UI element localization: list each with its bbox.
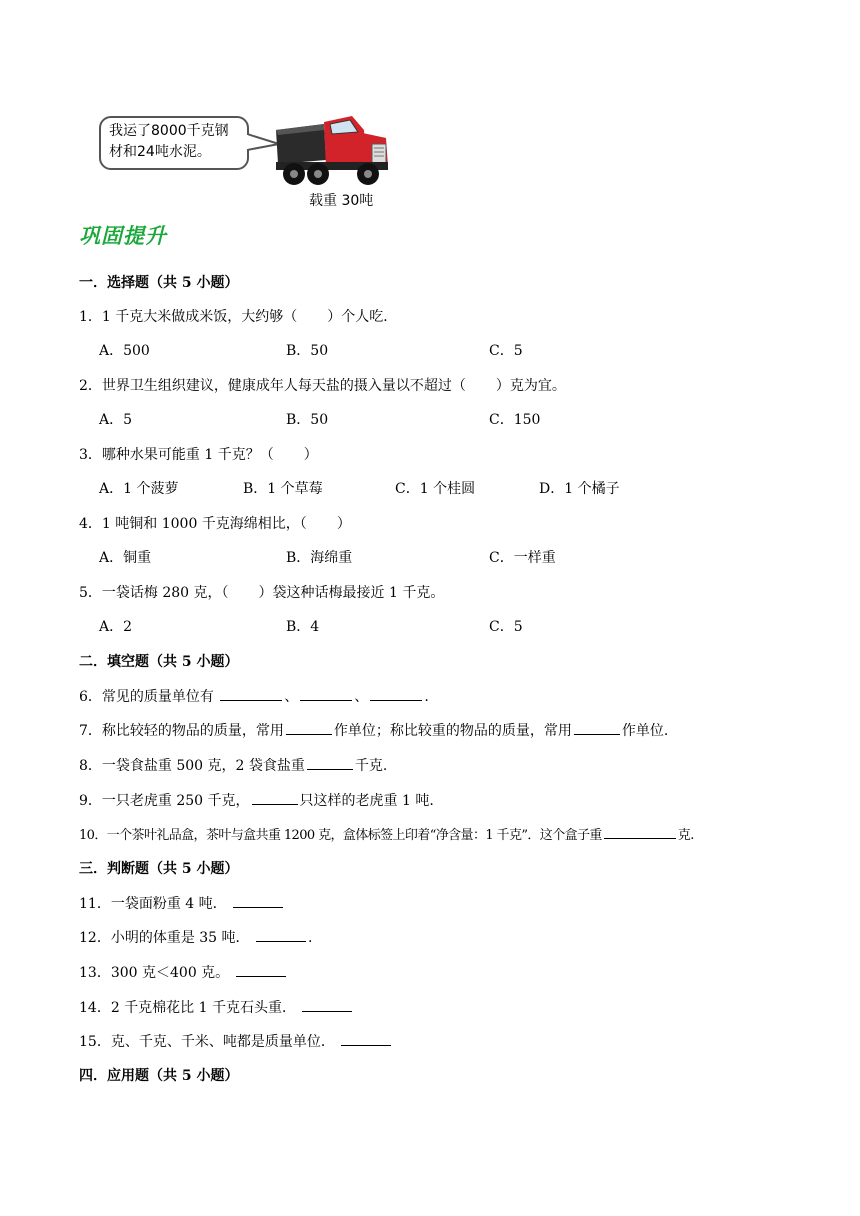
- question-1: 1．1 千克大米做成米饭，大约够（ ）个人吃．: [79, 309, 398, 325]
- q3-option-c[interactable]: C．1 个桂圆: [395, 481, 476, 497]
- question-13: 13．300 克＜400 克。: [79, 962, 288, 982]
- question-7: 7．称比较轻的物品的质量，常用 作单位；称比较重的物品的质量，常用 作单位.: [79, 720, 668, 740]
- answer-blank[interactable]: [574, 720, 620, 735]
- answer-blank[interactable]: [236, 962, 286, 977]
- section-title-choice: 一．选择题（共 5 小题）: [79, 275, 239, 291]
- speech-bubble: 我运了8000千克钢材和24吨水泥。: [99, 116, 249, 170]
- q5-option-b[interactable]: B．4: [286, 619, 320, 635]
- answer-blank[interactable]: [233, 893, 283, 908]
- question-9: 9．一只老虎重 250 千克， 只这样的老虎重 1 吨.: [79, 790, 434, 810]
- answer-blank[interactable]: [307, 755, 353, 770]
- truck-caption: 载重 30吨: [309, 193, 374, 209]
- answer-blank[interactable]: [286, 720, 332, 735]
- q5-option-a[interactable]: A．2: [99, 619, 133, 635]
- answer-blank[interactable]: [370, 686, 422, 701]
- q4-option-b[interactable]: B．海绵重: [286, 550, 353, 566]
- answer-blank[interactable]: [300, 686, 352, 701]
- question-10: 10．一个茶叶礼品盒，茶叶与盒共重 1200 克，盒体标签上印着“净含量：1 千克”．这个盒子重 克.: [79, 824, 694, 843]
- q1-option-b[interactable]: B．50: [286, 343, 329, 359]
- q2-option-a[interactable]: A．5: [99, 412, 133, 428]
- answer-blank[interactable]: [256, 927, 306, 942]
- q1-option-c[interactable]: C．5: [489, 343, 523, 359]
- question-2: 2．世界卫生组织建议，健康成年人每天盐的摄入量以不超过（ ）克为宜。: [79, 378, 566, 394]
- question-14: 14．2 千克棉花比 1 千克石头重．: [79, 997, 354, 1017]
- page-heading: 巩固提升: [79, 224, 167, 248]
- question-3: 3．哪种水果可能重 1 千克？（ ）: [79, 447, 318, 463]
- question-15: 15．克、千克、千米、吨都是质量单位．: [79, 1031, 393, 1051]
- question-4: 4．1 吨铜和 1000 千克海绵相比，（ ）: [79, 516, 351, 532]
- question-5: 5．一袋话梅 280 克，（ ）袋这种话梅最接近 1 千克。: [79, 585, 445, 601]
- truck-icon: [268, 108, 394, 190]
- q4-option-a[interactable]: A．铜重: [99, 550, 152, 566]
- q1-option-a[interactable]: A．500: [99, 343, 150, 359]
- answer-blank[interactable]: [220, 686, 282, 701]
- q2-option-c[interactable]: C．150: [489, 412, 541, 428]
- section-title-fill: 二．填空题（共 5 小题）: [79, 654, 239, 670]
- q3-option-b[interactable]: B．1 个草莓: [243, 481, 323, 497]
- answer-blank[interactable]: [252, 790, 298, 805]
- question-8: 8．一袋食盐重 500 克，2 袋食盐重 千克.: [79, 755, 387, 775]
- section-title-judge: 三．判断题（共 5 小题）: [79, 861, 239, 877]
- question-6: 6．常见的质量单位有 、 、 .: [79, 686, 429, 706]
- answer-blank[interactable]: [604, 824, 676, 839]
- q4-option-c[interactable]: C．一样重: [489, 550, 556, 566]
- question-12: 12．小明的体重是 35 吨． .: [79, 927, 312, 947]
- q5-option-c[interactable]: C．5: [489, 619, 523, 635]
- question-11: 11．一袋面粉重 4 吨．: [79, 893, 285, 913]
- answer-blank[interactable]: [302, 997, 352, 1012]
- q2-option-b[interactable]: B．50: [286, 412, 329, 428]
- q3-option-d[interactable]: D．1 个橘子: [539, 481, 620, 497]
- answer-blank[interactable]: [341, 1031, 391, 1046]
- section-title-application: 四．应用题（共 5 小题）: [79, 1068, 239, 1084]
- q3-option-a[interactable]: A．1 个菠萝: [99, 481, 179, 497]
